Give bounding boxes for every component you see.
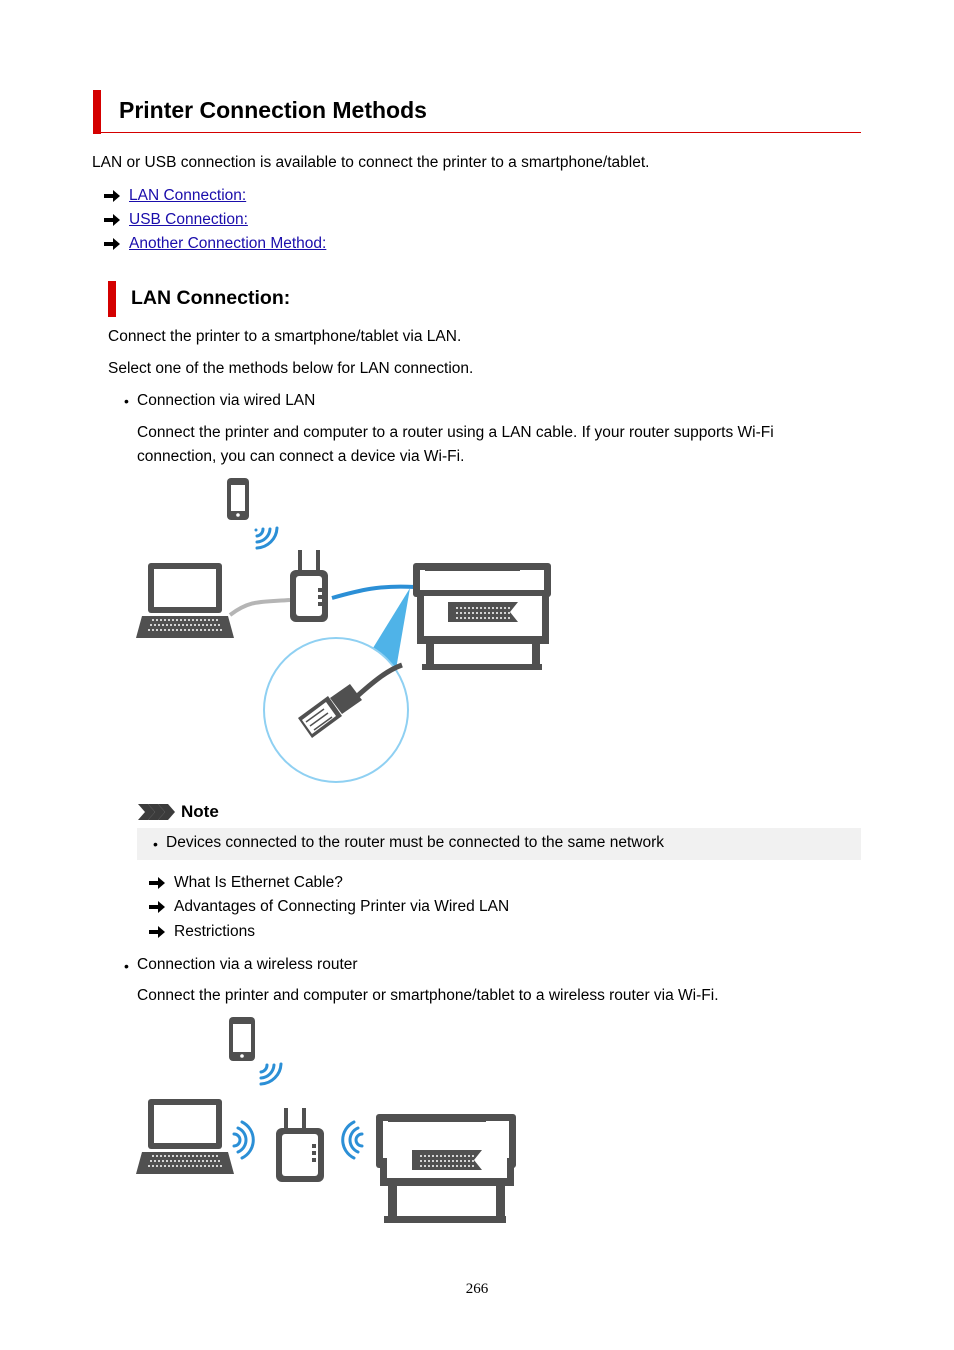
related-link-restrictions[interactable]: Restrictions bbox=[174, 923, 255, 940]
note-chevrons-icon bbox=[138, 804, 176, 820]
heading-accent-bar bbox=[93, 90, 101, 134]
lan-connection-link[interactable]: LAN Connection: bbox=[129, 187, 247, 204]
printer-icon bbox=[413, 563, 551, 670]
subheading-accent-bar bbox=[108, 281, 116, 317]
smartphone-icon bbox=[229, 1017, 255, 1061]
laptop-icon bbox=[136, 563, 234, 638]
wireless-router-diagram bbox=[130, 1010, 530, 1230]
printer-icon bbox=[376, 1114, 516, 1223]
wifi-signal-icon bbox=[234, 1122, 253, 1158]
related-link-ethernet[interactable]: What Is Ethernet Cable? bbox=[174, 874, 343, 891]
wifi-signal-icon bbox=[343, 1122, 362, 1158]
smartphone-icon bbox=[227, 478, 249, 520]
wired-lan-bullet: Connection via wired LAN bbox=[137, 392, 316, 409]
intro-text: LAN or USB connection is available to connect the printer to a smartphone/tablet. bbox=[92, 154, 650, 171]
wired-lan-desc-2: connection, you can connect a device via Wi-Fi. bbox=[137, 448, 465, 465]
bullet-dot: • bbox=[124, 393, 129, 409]
wireless-router-desc: Connect the printer and computer or smartphone/tablet to a wireless router via Wi-Fi. bbox=[137, 987, 719, 1004]
wireless-router-bullet: Connection via a wireless router bbox=[137, 956, 358, 973]
wifi-signal-icon bbox=[261, 1064, 281, 1084]
arrow-right-icon bbox=[149, 926, 165, 938]
router-icon bbox=[290, 550, 328, 622]
arrow-right-icon bbox=[104, 214, 120, 226]
router-icon bbox=[276, 1108, 324, 1182]
lan-paragraph-1: Connect the printer to a smartphone/tablet via LAN. bbox=[108, 328, 462, 345]
arrow-right-icon bbox=[149, 901, 165, 913]
bullet-dot: • bbox=[153, 836, 158, 852]
usb-connection-link[interactable]: USB Connection: bbox=[129, 211, 248, 228]
note-title: Note bbox=[181, 802, 219, 821]
wifi-signal-icon bbox=[256, 528, 277, 548]
laptop-icon bbox=[136, 1099, 234, 1174]
heading-underline bbox=[101, 132, 861, 133]
related-link-advantages[interactable]: Advantages of Connecting Printer via Wired LAN bbox=[174, 898, 510, 915]
lan-cable-blue bbox=[332, 587, 415, 598]
arrow-right-icon bbox=[104, 238, 120, 250]
wired-lan-desc-1: Connect the printer and computer to a router using a LAN cable. If your router supports Wi-Fi bbox=[137, 424, 774, 441]
lan-connection-heading: LAN Connection: bbox=[131, 287, 291, 309]
note-item: Devices connected to the router must be connected to the same network bbox=[166, 834, 664, 851]
wired-lan-diagram bbox=[130, 470, 570, 790]
arrow-right-icon bbox=[149, 877, 165, 889]
another-connection-link[interactable]: Another Connection Method: bbox=[129, 235, 327, 252]
lan-paragraph-2: Select one of the methods below for LAN connection. bbox=[108, 360, 474, 377]
page-number: 266 bbox=[465, 1281, 489, 1297]
page-title: Printer Connection Methods bbox=[119, 97, 427, 123]
arrow-right-icon bbox=[104, 190, 120, 202]
lan-cable-gray bbox=[230, 600, 290, 615]
bullet-dot: • bbox=[124, 958, 129, 974]
